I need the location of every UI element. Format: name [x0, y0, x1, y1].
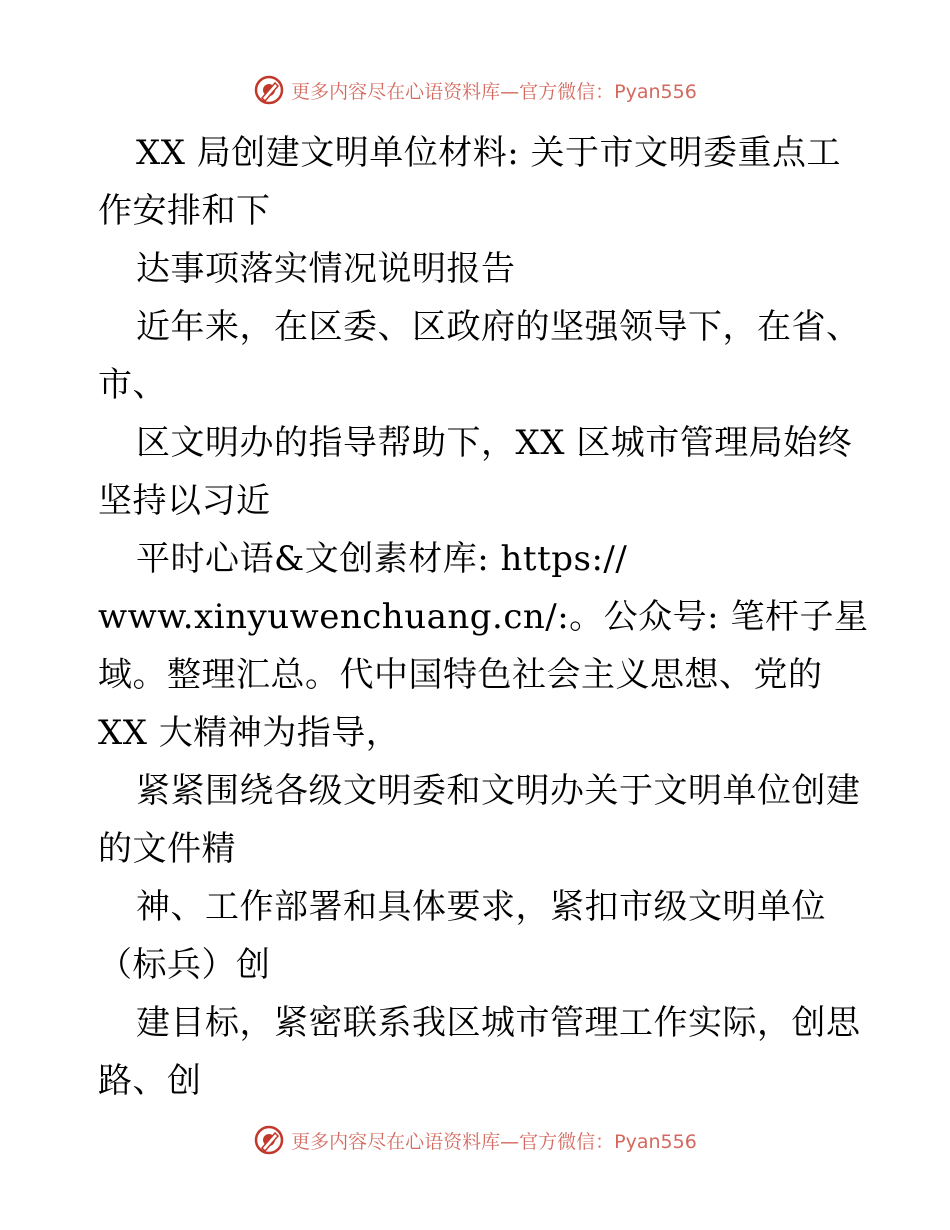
text-line: 域。整理汇总。代中国特色社会主义思想、党的: [98, 655, 823, 695]
text-line: XX 局创建文明单位材料: 关于市文明委重点工: [136, 133, 841, 173]
text-line: 的文件精: [98, 829, 236, 869]
text-line: 区文明办的指导帮助下，XX 区城市管理局始终: [136, 423, 853, 463]
pen-logo-icon: [253, 74, 285, 106]
text-line: 平时心语&文创素材库: https://: [136, 539, 628, 579]
footer-watermark-banner: [0, 1122, 950, 1158]
text-line: 神、工作部署和具体要求，紧扣市级文明单位: [136, 887, 826, 927]
text-line: 近年来，在区委、区政府的坚强领导下，在省、: [136, 307, 861, 347]
text-line: 达事项落实情况说明报告: [136, 249, 516, 289]
text-line: 建目标，紧密联系我区城市管理工作实际，创思: [136, 1003, 861, 1043]
document-body: [98, 124, 869, 1110]
header-watermark-banner: [0, 72, 950, 108]
text-line: 路、创: [98, 1061, 202, 1101]
text-line: 作安排和下: [98, 191, 271, 231]
text-line: XX 大精神为指导，: [98, 713, 401, 753]
text-line: （标兵）创: [98, 945, 271, 985]
text-line: 坚持以习近: [98, 481, 271, 521]
watermark-text: 更多内容尽在心语资料库—官方微信：Pyan556: [291, 1130, 697, 1153]
text-line: 紧紧围绕各级文明委和文明办关于文明单位创建: [136, 771, 861, 811]
text-line: 市、: [98, 365, 167, 405]
pen-logo-icon: [253, 1124, 285, 1156]
watermark-text: 更多内容尽在心语资料库—官方微信：Pyan556: [291, 80, 697, 103]
text-line: www.xinyuwenchuang.cn/:。公众号: 笔杆子星: [98, 597, 869, 637]
